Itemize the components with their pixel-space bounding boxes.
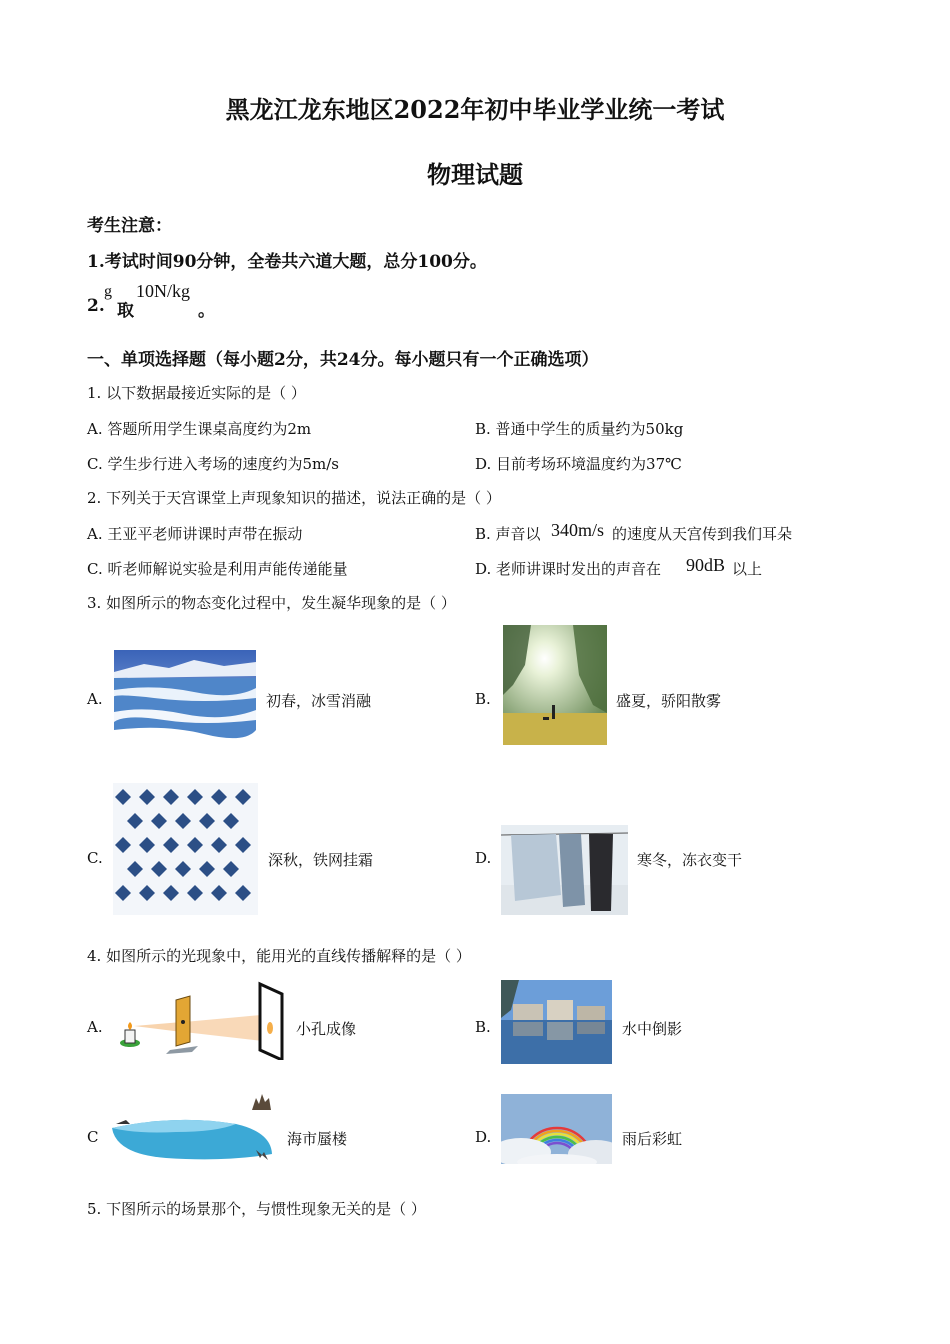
q2-option-d-post: 以上 [732, 560, 763, 578]
q4-option-d-letter: D. [475, 1128, 492, 1146]
q1-option-d: D. 目前考场环境温度约为37℃ [475, 455, 682, 473]
q4-option-a-letter: A. [87, 1018, 103, 1036]
pinhole-camera-diagram [112, 980, 287, 1060]
q2-option-d-value: 90dB [686, 555, 726, 575]
q2-option-a: A. 王亚平老师讲课时声带在振动 [87, 525, 303, 543]
q4-option-d-text: 雨后彩虹 [622, 1130, 683, 1148]
q3-option-a-letter: A. [87, 690, 103, 708]
page-subtitle: 物理试题 [427, 160, 523, 189]
notice-item-2-prefix: 2. [87, 296, 105, 316]
notice-item-2-take: 取 [117, 301, 134, 321]
q2-option-b-post: 的速度从天宫传到我们耳朵 [612, 525, 793, 543]
notice-item-2-end: 。 [198, 301, 215, 321]
ice-melting-image [114, 650, 256, 745]
q3-stem: 3. 如图所示的物态变化过程中，发生凝华现象的是（ ） [87, 594, 456, 612]
q3-option-b-letter: B. [475, 690, 491, 708]
q4-option-b-text: 水中倒影 [622, 1020, 683, 1038]
q2-option-c: C. 听老师解说实验是利用声能传递能量 [87, 560, 348, 578]
water-reflection-image [501, 980, 612, 1064]
q4-option-c-text: 海市蜃楼 [287, 1130, 348, 1148]
q3-option-c-text: 深秋，铁网挂霜 [268, 851, 374, 869]
notice-item-2-value: 10N/kg [136, 281, 190, 301]
q3-option-d-letter: D. [475, 849, 492, 867]
q3-option-d-text: 寒冬，冻衣变干 [637, 851, 743, 869]
q4-option-c-letter: C [87, 1128, 99, 1146]
q4-option-a-text: 小孔成像 [296, 1020, 357, 1038]
q2-option-b-pre: B. 声音以 [475, 525, 541, 543]
q3-option-c-letter: C. [87, 849, 103, 867]
q1-stem: 1. 以下数据最接近实际的是（ ） [87, 384, 306, 402]
q5-stem: 5. 下图所示的场景那个，与惯性现象无关的是（ ） [87, 1200, 426, 1218]
frozen-clothes-image [501, 825, 628, 915]
page-title: 黑龙江龙东地区2022年初中毕业学业统一考试 [225, 95, 725, 124]
q1-option-a: A. 答题所用学生课桌高度约为2m [87, 420, 312, 438]
q2-option-b-value: 340m/s [551, 520, 605, 540]
q1-option-c: C. 学生步行进入考场的速度约为5m/s [87, 455, 339, 473]
frost-mesh-image [113, 783, 258, 915]
notice-item-2-g: g [104, 283, 112, 300]
sun-fog-image [503, 625, 607, 745]
q4-stem: 4. 如图所示的光现象中，能用光的直线传播解释的是（ ） [87, 947, 471, 965]
q2-option-d-pre: D. 老师讲课时发出的声音在 [475, 560, 662, 578]
notice-heading: 考生注意： [87, 216, 172, 236]
q1-option-b: B. 普通中学生的质量约为50kg [475, 420, 684, 438]
q2-stem: 2. 下列关于天宫课堂上声现象知识的描述，说法正确的是（ ） [87, 489, 501, 507]
q3-option-b-text: 盛夏，骄阳散雾 [616, 692, 722, 710]
section-heading: 一、单项选择题（每小题2分，共24分。每小题只有一个正确选项） [87, 350, 599, 370]
q4-option-b-letter: B. [475, 1018, 491, 1036]
mirage-image [106, 1088, 278, 1164]
rainbow-image [501, 1094, 612, 1164]
q3-option-a-text: 初春，冰雪消融 [266, 692, 372, 710]
notice-item-1: 1.考试时间90分钟，全卷共六道大题，总分100分。 [87, 252, 487, 272]
